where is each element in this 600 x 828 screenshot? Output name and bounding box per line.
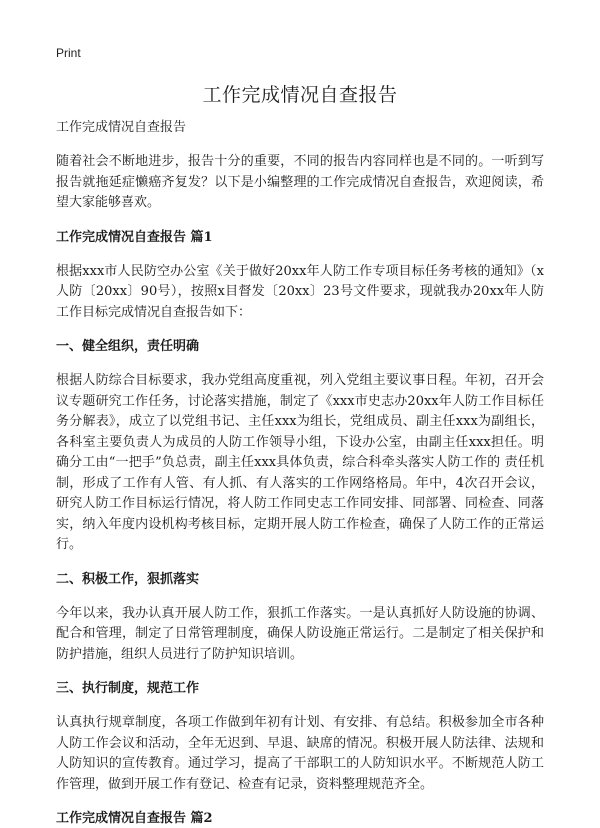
- article-2-heading: 工作完成情况自查报告 篇2: [56, 811, 213, 826]
- section-2-heading: 二、积极工作，狠抓落实: [56, 571, 200, 587]
- section-1-heading: 一、健全组织，责任明确: [56, 339, 200, 354]
- article-1-intro-paragraph: 根据xxx市人民防空办公室《关于做好20xx年人防工作专项目标任务考核的通知》（x人防〔20xx〕90号），按照x目督发〔20xx〕23号文件要求，现就我办20xx年人防工作目标完成情况自查报告如下：: [56, 263, 544, 320]
- document-title: 工作完成情况自查报告: [202, 84, 398, 106]
- document-body: [56, 118, 544, 828]
- intro-paragraph: 随着社会不断地进步，报告十分的重要，不同的报告内容同样也是不同的。一听到写报告就拖延症懒癌齐复发？以下是小编整理的工作完成情况自查报告，欢迎阅读，希望大家能够喜欢。: [56, 154, 544, 210]
- article-1-heading: 工作完成情况自查报告 篇1: [56, 229, 213, 245]
- print-link[interactable]: Print: [56, 46, 81, 60]
- section-1-paragraph: 根据人防综合目标要求，我办党组高度重视，列入党组主要议事日程。年初，召开会议专题研究工作任务，讨论落实措施，制定了《xxx市史志办20xx年人防工作目标任务分解表》，成立了以党组书记、主任xxx为组长，党组成员、副主任xxx为副组长，各科室主要负责人为成员的人防工作领导小组，下设办公室，由副主任xxx担任。明确分工由“一把手”负总责，副主任xxx具体负责，综合科牵头落实人防工作的 责任机制，形成了工作有人管、有人抓、有人落实的工作网络格局。年中，4次召开会议，研究人防工作目标运行情况，将人防工作同史志工作同安排、同部署、同检查、同落实，纳入年度内设机构考核目标，定期开展人防工作检查，确保了人防工作的正常运行。: [56, 373, 544, 552]
- document-subtitle: 工作完成情况自查报告: [56, 120, 187, 135]
- section-3-heading: 三、执行制度，规范工作: [56, 681, 200, 696]
- section-2-paragraph: 今年以来，我办认真开展人防工作，狠抓工作落实。一是认真抓好人防设施的协调、配合和管理，制定了日常管理制度，确保人防设施正常运行。二是制定了相关保护和防护措施，组织人员进行了防护知识培训。: [56, 605, 544, 662]
- section-3-paragraph: 认真执行规章制度，各项工作做到年初有计划、有安排、有总结。积极参加全市各种人防工作会议和活动，全年无迟到、早退、缺席的情况。积极开展人防法律、法规和人防知识的宣传教育。通过学习，提高了干部职工的人防知识水平。不断规范人防工作管理，做到开展工作有登记、检查有记录，资料整理规范齐全。: [56, 715, 544, 792]
